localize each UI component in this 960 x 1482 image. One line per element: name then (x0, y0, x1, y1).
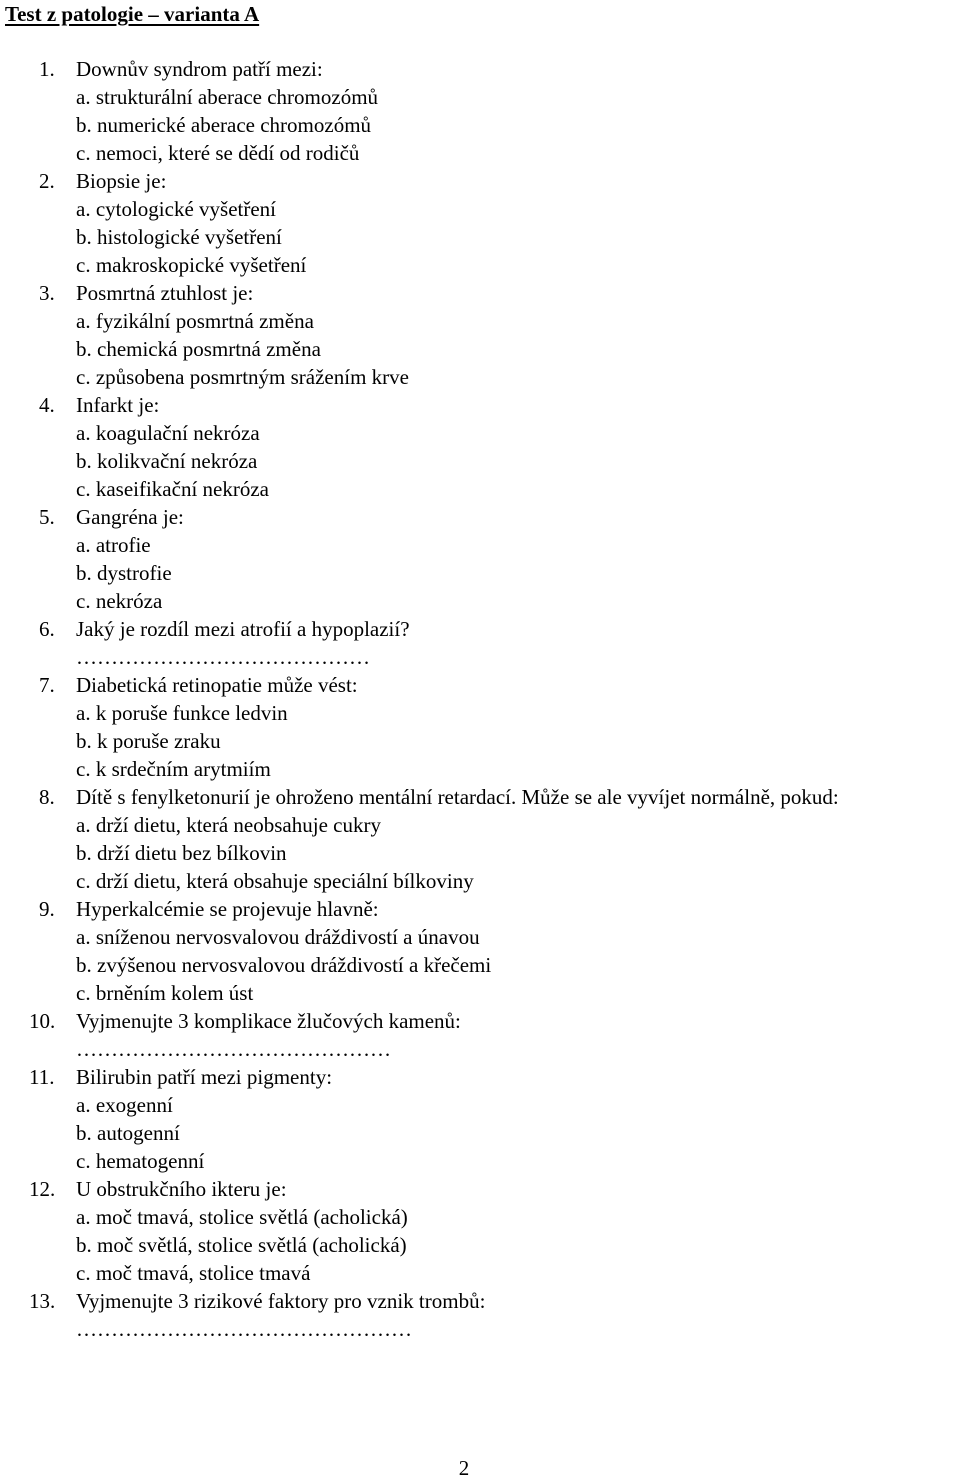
answer-option: a. exogenní (76, 1093, 173, 1117)
question-text: Downův syndrom patří mezi: (76, 57, 323, 81)
question-text: Vyjmenujte 3 komplikace žlučových kamenů: (76, 1009, 461, 1033)
answer-option: a. sníženou nervosvalovou dráždivostí a únavou (76, 925, 480, 949)
question-text: Bilirubin patří mezi pigmenty: (76, 1065, 333, 1089)
question-text: Diabetická retinopatie může vést: (76, 673, 358, 697)
answer-option: a. atrofie (76, 533, 151, 557)
question-number: 12. (29, 1177, 56, 1201)
question-text: Vyjmenujte 3 rizikové faktory pro vznik trombů: (76, 1289, 486, 1313)
answer-option: c. způsobena posmrtným srážením krve (76, 365, 409, 389)
answer-option: c. moč tmavá, stolice tmavá (76, 1261, 311, 1285)
answer-option: b. drží dietu bez bílkovin (76, 841, 287, 865)
question-number: 5. (39, 505, 55, 529)
question-number: 9. (39, 897, 55, 921)
question-9 (0, 895, 960, 923)
answer-option: c. drží dietu, která obsahuje speciální bílkoviny (76, 869, 474, 893)
answer-option: a. moč tmavá, stolice světlá (acholická) (76, 1205, 408, 1229)
question-3 (0, 279, 960, 307)
answer-option: c. brněním kolem úst (76, 981, 254, 1005)
question-number: 2. (39, 169, 55, 193)
answer-option: a. fyzikální posmrtná změna (76, 309, 314, 333)
answer-option: b. dystrofie (76, 561, 172, 585)
answer-blank-line[interactable]: ……………………………………… (76, 1037, 391, 1061)
question-number: 13. (29, 1289, 56, 1313)
question-text: Biopsie je: (76, 169, 167, 193)
question-11 (0, 1063, 960, 1091)
question-13 (0, 1287, 960, 1315)
question-text: U obstrukčního ikteru je: (76, 1177, 287, 1201)
answer-option: a. k poruše funkce ledvin (76, 701, 288, 725)
question-text: Posmrtná ztuhlost je: (76, 281, 254, 305)
answer-option: b. zvýšenou nervosvalovou dráždivostí a křečemi (76, 953, 492, 977)
answer-option: b. moč světlá, stolice světlá (acholická) (76, 1233, 407, 1257)
page-number: 2 (458, 1456, 470, 1480)
question-number: 3. (39, 281, 55, 305)
answer-option: c. kaseifikační nekróza (76, 477, 269, 501)
answer-option: b. kolikvační nekróza (76, 449, 258, 473)
answer-blank-line[interactable]: …………………………………… (76, 645, 370, 669)
page-title: Test z patologie – varianta A (5, 2, 260, 26)
answer-blank-line[interactable]: ………………………………………… (76, 1317, 412, 1341)
question-number: 8. (39, 785, 55, 809)
question-number: 4. (39, 393, 55, 417)
answer-option: a. drží dietu, která neobsahuje cukry (76, 813, 381, 837)
answer-option: c. k srdečním arytmiím (76, 757, 271, 781)
question-text: Dítě s fenylketonurií je ohroženo mentální retardací. Může se ale vyvíjet normálně, pokud: (76, 785, 839, 809)
answer-option: a. koagulační nekróza (76, 421, 260, 445)
question-text: Infarkt je: (76, 393, 160, 417)
question-text: Gangréna je: (76, 505, 184, 529)
answer-option: b. chemická posmrtná změna (76, 337, 321, 361)
answer-option: c. nekróza (76, 589, 163, 613)
question-number: 1. (39, 57, 55, 81)
question-text: Jaký je rozdíl mezi atrofií a hypoplazií? (76, 617, 410, 641)
answer-option: a. strukturální aberace chromozómů (76, 85, 379, 109)
question-list (0, 55, 960, 1343)
question-10 (0, 1007, 960, 1035)
answer-option: b. k poruše zraku (76, 729, 221, 753)
question-4 (0, 391, 960, 419)
question-2 (0, 167, 960, 195)
answer-option: c. hematogenní (76, 1149, 205, 1173)
answer-option: b. autogenní (76, 1121, 180, 1145)
question-5 (0, 503, 960, 531)
question-number: 10. (29, 1009, 56, 1033)
question-8 (0, 783, 960, 811)
question-7 (0, 671, 960, 699)
question-number: 6. (39, 617, 55, 641)
question-number: 11. (29, 1065, 55, 1089)
answer-option: b. histologické vyšetření (76, 225, 282, 249)
question-1 (0, 55, 960, 83)
question-6 (0, 615, 960, 643)
answer-option: c. makroskopické vyšetření (76, 253, 307, 277)
question-number: 7. (39, 673, 55, 697)
question-text: Hyperkalcémie se projevuje hlavně: (76, 897, 379, 921)
question-12 (0, 1175, 960, 1203)
answer-option: a. cytologické vyšetření (76, 197, 277, 221)
answer-option: c. nemoci, které se dědí od rodičů (76, 141, 360, 165)
answer-option: b. numerické aberace chromozómů (76, 113, 372, 137)
